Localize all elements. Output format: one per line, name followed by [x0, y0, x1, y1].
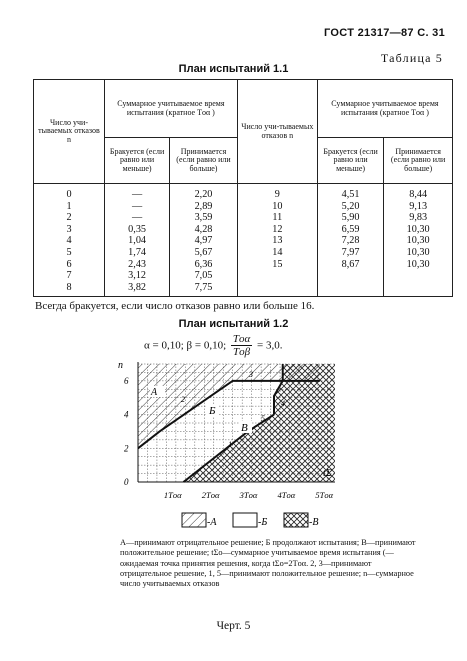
boundary-label-4: 4: [281, 399, 285, 408]
x-tick-label: 3Tоα: [239, 490, 258, 500]
region-label-b: Б: [209, 405, 216, 417]
accept-column-left: 2,20 2,89 3,59 4,28 4,97 5,67 6,36 7,05 7,75: [170, 184, 238, 297]
legend-label-a: -А: [207, 517, 217, 528]
table-body-row: [34, 184, 453, 297]
plan2-title: План испытаний 1.2: [178, 318, 289, 330]
reject-column-left: — — — 0,35 1,04 1,74 2,43 3,12 3,82: [104, 184, 169, 297]
n-column-left: 0 1 2 3 4 5 6 7 8: [34, 184, 105, 297]
col-time-group-header-right: Суммарное учитываемое время испытания (кратное Tоα ): [317, 80, 452, 138]
y-tick-label: 6: [124, 375, 129, 386]
reject-column-right: 4,51 5,20 5,90 6,59 7,28 7,97 8,67: [317, 184, 383, 297]
legend-swatch-c: [284, 513, 308, 527]
table-label: Таблица 5: [380, 51, 443, 65]
boundary-label-3: 3: [249, 370, 253, 379]
plan1-title: План испытаний 1.1: [178, 63, 289, 75]
rejection-note: Всегда бракуется, если число отказов равно или больше 16.: [35, 300, 315, 312]
formula-numerator: Tоα: [232, 333, 251, 345]
figure-caption: А—принимают отрицательное решение; Б продолжают испытания; В—принимают положительное решение; tΣо—суммарное учитываемое время испытания (—ожидаемая точка принятия решения, когда tΣо=2Tоα. 2, 3—принимают отрицательное решение, 1, 5—принимают положительное решение; n—суммарное число учитываемых отказов: [120, 538, 416, 589]
col-failures-header-right: Число учи-тываемых отказов n: [237, 80, 317, 184]
formula-alpha: α = 0,10;: [144, 339, 184, 352]
col-failures-header: Число учи-тываемых отказов n: [34, 80, 105, 184]
col-reject-header: Бракуется (если равно или меньше): [104, 138, 169, 184]
x-tick-label: 2Tоα: [201, 490, 220, 500]
x-axis-label: tΣ: [323, 468, 332, 479]
legend-label-b: -Б: [258, 517, 268, 528]
formula-fraction: [231, 333, 252, 358]
col-time-group-header: Суммарное учитываемое время испытания (кратное Tоα ): [104, 80, 237, 138]
y-tick-label: 2: [124, 443, 129, 454]
region-label-c: В: [241, 422, 248, 434]
legend-swatch-a: [182, 513, 206, 527]
accept-column-right: 8,44 9,13 9,83 10,30 10,30 10,30 10,30: [384, 184, 453, 297]
decision-chart: [110, 362, 360, 507]
x-tick-label: 4Tоα: [277, 490, 296, 500]
figure-label: Черт. 5: [216, 620, 251, 632]
col-accept-header: Принимается (если равно или больше): [170, 138, 238, 184]
chart-legend: [180, 510, 340, 532]
col-reject-header-right: Бракуется (если равно или меньше): [317, 138, 383, 184]
formula-beta: β = 0,10;: [186, 339, 227, 352]
col-accept-header-right: Принимается (если равно или больше): [384, 138, 453, 184]
region-label-a: А: [151, 387, 158, 398]
formula-denominator: Tоβ: [233, 346, 251, 358]
boundary-label-1: 1: [228, 440, 232, 449]
x-tick-label: 1Tоα: [163, 490, 182, 500]
page-header: ГОСТ 21317—87 С. 31: [324, 27, 445, 39]
boundary-label-5: 5: [261, 414, 265, 423]
formula-value: = 3,0.: [257, 339, 283, 352]
boundary-label-2: 2: [181, 395, 185, 404]
y-tick-label: 0: [124, 477, 129, 487]
legend-swatch-b: [233, 513, 257, 527]
x-tick-label: 5Tоα: [315, 490, 334, 500]
test-plan-table: [33, 79, 453, 297]
formula: [144, 333, 283, 363]
y-axis-label: n: [118, 362, 123, 371]
y-tick-label: 4: [124, 409, 129, 420]
n-column-right: 9 10 11 12 13 14 15: [237, 184, 317, 297]
legend-label-c: -В: [309, 517, 319, 528]
